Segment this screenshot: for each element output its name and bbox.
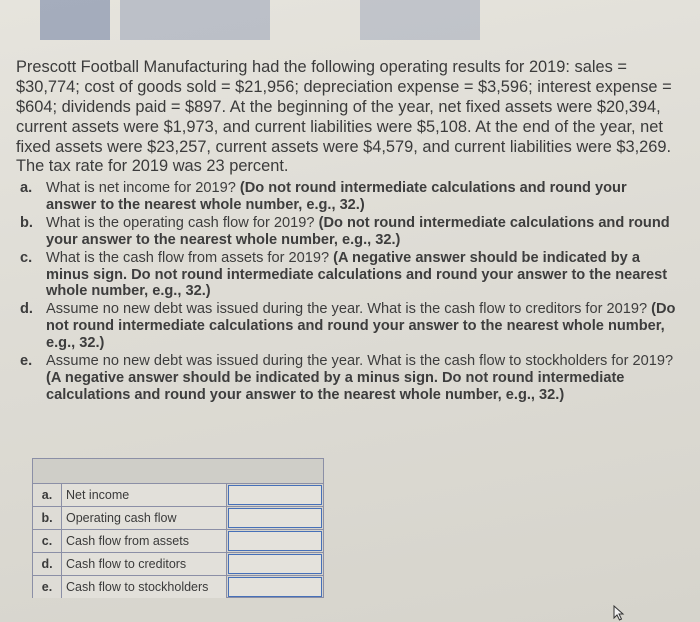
question-instruction: (A negative answer should be indicated by a minus sign. Do not round intermediate calculations and round your answer to the nearest whole number, e.g., 32.) — [46, 249, 668, 300]
table-row — [33, 575, 323, 598]
question-letter: e. — [20, 353, 33, 370]
ink-smudge — [360, 0, 480, 40]
question-list — [20, 180, 680, 405]
question-letter: a. — [20, 180, 33, 196]
cash-flow-to-stockholders-input[interactable] — [228, 577, 322, 597]
question-letter: c. — [20, 249, 33, 266]
cash-flow-from-assets-input[interactable] — [228, 531, 322, 551]
question-item — [20, 250, 680, 301]
problem-statement: Prescott Football Manufacturing had the following operating results for 2019: sales = $30,774; cost of goods sold = $21,956; depreciation expense = $3,596; interest expense = $604; dividends paid = $897. At the beginning of the year, net fixed assets were $20,394, current assets were $1,973, and current liabilities were $5,108. At the end of the year, net fixed assets were $23,257, current assets were $4,579, and current liabilities were $3,269. The tax rate for 2019 was 23 percent. — [16, 58, 672, 176]
question-letter: d. — [20, 301, 33, 318]
row-label: Cash flow to stockholders — [62, 576, 227, 598]
question-item — [20, 301, 680, 352]
row-label: Operating cash flow — [62, 507, 227, 529]
row-letter: e. — [33, 576, 62, 598]
question-text: What is the cash flow from assets for 2019? — [46, 249, 334, 266]
question-text: What is net income for 2019? — [46, 180, 240, 196]
table-row — [33, 483, 323, 506]
row-label: Net income — [62, 484, 227, 506]
operating-cash-flow-input[interactable] — [228, 508, 322, 528]
question-instruction: (Do not round intermediate calculations and round your answer to the nearest whole number, e.g., 32.) — [46, 301, 676, 352]
row-letter: a. — [33, 484, 62, 506]
question-item — [20, 353, 680, 404]
mouse-pointer-icon — [611, 605, 627, 621]
row-label: Cash flow from assets — [62, 530, 227, 552]
table-row — [33, 506, 323, 529]
question-text: Assume no new debt was issued during the year. What is the cash flow to creditors for 2019? — [46, 301, 652, 318]
table-row — [33, 552, 323, 575]
question-instruction: (Do not round intermediate calculations and round your answer to the nearest whole number, e.g., 32.) — [46, 214, 670, 248]
ink-smudge — [120, 0, 270, 40]
cash-flow-to-creditors-input[interactable] — [228, 554, 322, 574]
row-label: Cash flow to creditors — [62, 553, 227, 575]
question-text: Assume no new debt was issued during the year. What is the cash flow to stockholders for 2019? — [46, 353, 674, 370]
question-item — [20, 180, 680, 214]
question-text: What is the operating cash flow for 2019? — [46, 214, 319, 231]
net-income-input[interactable] — [228, 485, 322, 505]
row-letter: c. — [33, 530, 62, 552]
question-instruction: (Do not round intermediate calculations and round your answer to the nearest whole number, e.g., 32.) — [46, 180, 627, 213]
question-instruction: (A negative answer should be indicated by a minus sign. Do not round intermediate calculations and round your answer to the nearest whole number, e.g., 32.) — [46, 369, 625, 403]
ink-smudge — [40, 0, 110, 40]
table-row — [33, 529, 323, 552]
row-letter: d. — [33, 553, 62, 575]
table-header — [33, 459, 323, 483]
question-letter: b. — [20, 214, 33, 231]
answer-table — [32, 458, 324, 598]
question-item — [20, 215, 680, 249]
row-letter: b. — [33, 507, 62, 529]
